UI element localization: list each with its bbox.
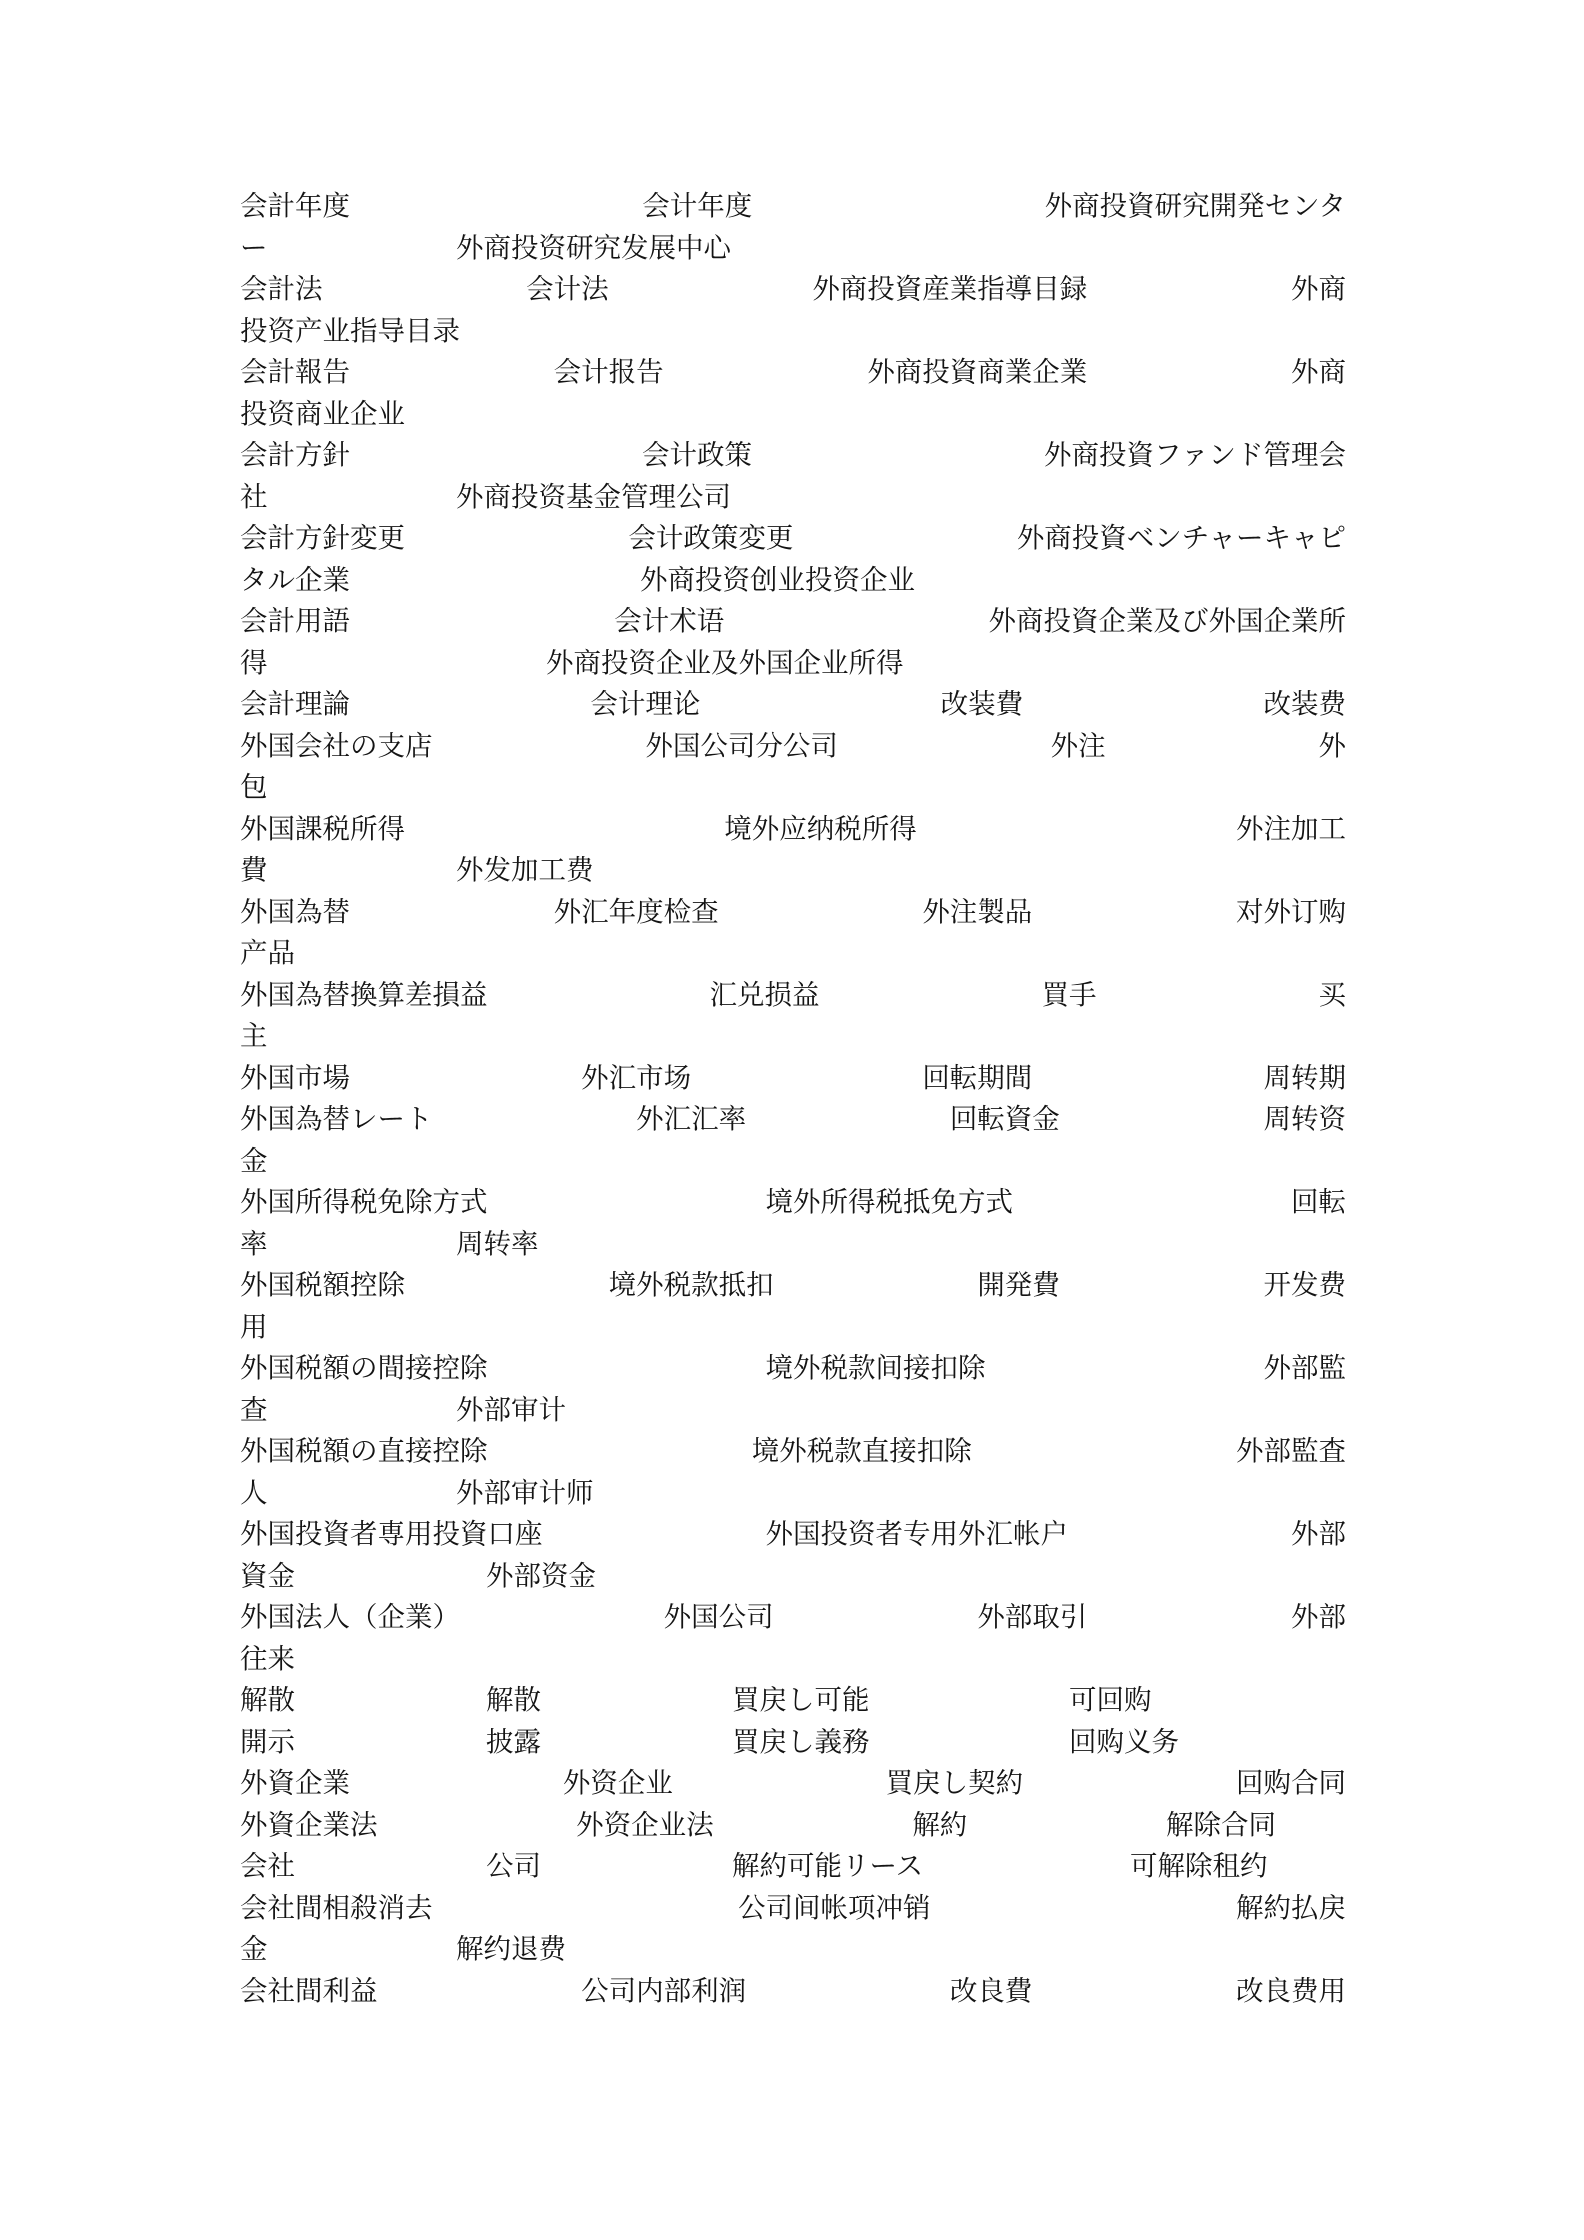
- term: 人: [240, 1476, 268, 1509]
- term: 会社間相殺消去: [240, 1891, 433, 1924]
- term: 資金: [240, 1559, 295, 1592]
- term: 外商投資ベンチャーキャピ: [1016, 522, 1346, 554]
- term: 外资企业法: [576, 1808, 714, 1841]
- term: 外注: [1050, 729, 1106, 762]
- term: 外汇年度检查: [553, 895, 719, 928]
- glossary-line: [240, 726, 1346, 768]
- term: 外注加工: [1236, 812, 1346, 845]
- term: 可解除租约: [1130, 1850, 1268, 1882]
- term: 外国税額控除: [240, 1269, 405, 1301]
- term: 用: [240, 1310, 268, 1343]
- glossary-line: [240, 892, 1346, 934]
- term: 外汇汇率: [636, 1103, 747, 1135]
- term: 解除合同: [1165, 1808, 1276, 1841]
- term: 会计术语: [614, 605, 725, 637]
- term: 公司间帐项冲销: [738, 1891, 931, 1924]
- glossary-line: [240, 809, 1346, 851]
- term: 会社間利益: [240, 1974, 378, 2007]
- term: 外商: [1290, 356, 1346, 388]
- glossary-line: [240, 1473, 1346, 1515]
- term: 会計用語: [240, 605, 350, 637]
- term: 会计政策: [642, 439, 753, 471]
- glossary-line: [240, 1099, 1346, 1141]
- term: 外商投资研究发展中心: [456, 231, 731, 264]
- term: 境外税款直接扣除: [751, 1435, 972, 1467]
- term: 外国税額の間接控除: [240, 1352, 488, 1384]
- term: 外資企業法: [240, 1808, 378, 1841]
- term: 外国投资者专用外汇帐户: [765, 1518, 1068, 1550]
- term: 金: [240, 1933, 268, 1965]
- term: 买: [1318, 978, 1346, 1011]
- term: 公司内部利润: [581, 1974, 747, 2007]
- term: 費: [240, 854, 268, 886]
- glossary-line: [240, 1680, 1346, 1722]
- term: 回购合同: [1235, 1767, 1346, 1799]
- glossary-line: [240, 684, 1346, 726]
- term: 外商投资企业及外国企业所得: [546, 646, 904, 679]
- term: 外国税額の直接控除: [240, 1435, 488, 1467]
- glossary-line: [240, 1431, 1346, 1473]
- term: ー: [240, 231, 268, 264]
- term: 对外订购: [1235, 895, 1346, 928]
- term: 开发费: [1263, 1269, 1346, 1301]
- term: 解約: [912, 1808, 968, 1841]
- term: 外: [1318, 729, 1346, 762]
- term: 解約払戻: [1236, 1891, 1346, 1924]
- term: 外商: [1290, 273, 1346, 305]
- term: 投资商业企业: [240, 397, 405, 430]
- glossary-line: [240, 186, 1346, 228]
- term: 外商投資産業指導目録: [812, 273, 1088, 305]
- glossary-line: [240, 975, 1346, 1017]
- term: 投资产业指导目录: [240, 314, 460, 347]
- glossary-line: [240, 767, 1346, 809]
- term: 解散: [240, 1684, 295, 1716]
- glossary-line: [240, 1348, 1346, 1390]
- glossary-line: [240, 560, 1346, 602]
- glossary-line: [240, 1846, 1346, 1888]
- term: タル企業: [240, 563, 350, 596]
- term: 外商投资基金管理公司: [456, 480, 731, 513]
- glossary-line: [240, 352, 1346, 394]
- glossary-line: [240, 518, 1346, 560]
- glossary-line: [240, 311, 1346, 353]
- term: 改装费: [1263, 688, 1346, 720]
- term: 回転資金: [949, 1103, 1060, 1135]
- glossary-line: [240, 1390, 1346, 1432]
- term: 金: [240, 1144, 268, 1177]
- term: 会计政策変更: [628, 522, 794, 554]
- term: 境外应纳税所得: [724, 812, 917, 845]
- term: 外部: [1291, 1518, 1346, 1550]
- term: 周转资: [1263, 1103, 1346, 1135]
- term: 解散: [486, 1684, 541, 1716]
- glossary-line: [240, 269, 1346, 311]
- term: 汇兑损益: [709, 978, 820, 1011]
- term: 外国投資者専用投資口座: [240, 1518, 543, 1550]
- term: 会計法: [240, 273, 323, 305]
- term: 外部审计: [456, 1393, 566, 1426]
- term: 外商投資商業企業: [867, 356, 1088, 388]
- glossary-line: [240, 1556, 1346, 1598]
- term: 外国法人（企業）: [240, 1601, 460, 1633]
- term: 外资企业: [562, 1767, 673, 1799]
- term: 查: [240, 1393, 268, 1426]
- term: 外国為替換算差損益: [240, 978, 488, 1011]
- term: 外国市場: [240, 1061, 350, 1094]
- term: 外国課税所得: [240, 812, 405, 845]
- term: 買手: [1041, 978, 1097, 1011]
- term: 得: [240, 646, 268, 679]
- glossary-line: [240, 933, 1346, 975]
- glossary-line: [240, 1016, 1346, 1058]
- term: 外商投資研究開発センタ: [1044, 190, 1346, 222]
- term: 会计报告: [553, 356, 664, 388]
- term: 改良费用: [1235, 1974, 1346, 2007]
- term: 外部取引: [977, 1601, 1088, 1633]
- glossary-line: [240, 1058, 1346, 1100]
- term: 外部監: [1263, 1352, 1346, 1384]
- term: 買戻し可能: [732, 1684, 870, 1716]
- glossary-line: [240, 601, 1346, 643]
- term: 外部资金: [486, 1559, 596, 1592]
- term: 外国為替レート: [240, 1103, 433, 1135]
- term: 会計理論: [240, 688, 350, 720]
- term: 改良費: [949, 1974, 1033, 2007]
- term: 公司: [486, 1850, 541, 1882]
- term: 外商投資企業及び外国企業所: [988, 605, 1346, 637]
- glossary-line: [240, 394, 1346, 436]
- term: 周转率: [456, 1227, 539, 1260]
- term: 外注製品: [922, 895, 1033, 928]
- term: 外国公司: [663, 1601, 774, 1633]
- term: 買戻し義務: [732, 1725, 870, 1758]
- term: 境外所得税抵免方式: [765, 1186, 1013, 1218]
- term: 境外税款间接扣除: [765, 1352, 986, 1384]
- term: 回购义务: [1069, 1725, 1179, 1758]
- glossary-line: [240, 1182, 1346, 1224]
- glossary-line: [240, 477, 1346, 519]
- glossary-line: [240, 1224, 1346, 1266]
- term: 披露: [486, 1725, 541, 1758]
- term: 会计法: [526, 273, 609, 305]
- term: 率: [240, 1227, 268, 1260]
- glossary-line: [240, 228, 1346, 270]
- glossary-line: [240, 1141, 1346, 1183]
- term: 主: [240, 1020, 268, 1052]
- term: 会计年度: [642, 190, 753, 222]
- term: 解約可能リース: [732, 1850, 924, 1882]
- term: 往来: [240, 1642, 295, 1675]
- term: 外发加工费: [456, 854, 594, 886]
- term: 改装費: [940, 688, 1024, 720]
- term: 外部: [1290, 1601, 1346, 1633]
- term: 外商投資ファンド管理会: [1044, 439, 1346, 471]
- term: 買戻し契約: [885, 1767, 1024, 1799]
- term: 会計方針変更: [240, 522, 405, 554]
- glossary-line: [240, 1763, 1346, 1805]
- glossary-line: [240, 1805, 1346, 1847]
- term: 会計報告: [240, 356, 350, 388]
- glossary-line: [240, 850, 1346, 892]
- term: 会计理论: [590, 688, 701, 720]
- term: 会計方針: [240, 439, 350, 471]
- term: 開発費: [977, 1269, 1060, 1301]
- glossary-line: [240, 1307, 1346, 1349]
- term: 開示: [240, 1725, 295, 1758]
- term: 解约退费: [456, 1933, 566, 1965]
- term: 外国公司分公司: [645, 729, 838, 762]
- term: 境外税款抵扣: [608, 1269, 774, 1301]
- term: 外汇市场: [581, 1061, 692, 1094]
- term: 外部审计师: [456, 1476, 594, 1509]
- term: 外資企業: [240, 1767, 350, 1799]
- term: 包: [240, 771, 268, 803]
- glossary-line: [240, 1722, 1346, 1764]
- glossary-line: [240, 643, 1346, 685]
- term: 外国為替: [240, 895, 350, 928]
- term: 回転: [1291, 1186, 1346, 1218]
- term: 外国会社の支店: [240, 729, 433, 762]
- glossary-line: [240, 1929, 1346, 1971]
- term: 周转期: [1263, 1061, 1346, 1094]
- term: 外商投资创业投资企业: [640, 563, 915, 596]
- glossary-line: [240, 1597, 1346, 1639]
- glossary-line: [240, 1639, 1346, 1681]
- term: 产品: [240, 937, 295, 969]
- term: 会社: [240, 1850, 295, 1882]
- term: 外国所得税免除方式: [240, 1186, 488, 1218]
- glossary-line: [240, 1265, 1346, 1307]
- glossary-page: [240, 186, 1346, 2012]
- glossary-line: [240, 1514, 1346, 1556]
- term: 回転期間: [922, 1061, 1033, 1094]
- term: 外部監査: [1236, 1435, 1346, 1467]
- term: 社: [240, 480, 268, 513]
- term: 会計年度: [240, 190, 350, 222]
- term: 可回购: [1069, 1684, 1152, 1716]
- glossary-line: [240, 435, 1346, 477]
- glossary-line: [240, 1888, 1346, 1930]
- glossary-line: [240, 1971, 1346, 2013]
